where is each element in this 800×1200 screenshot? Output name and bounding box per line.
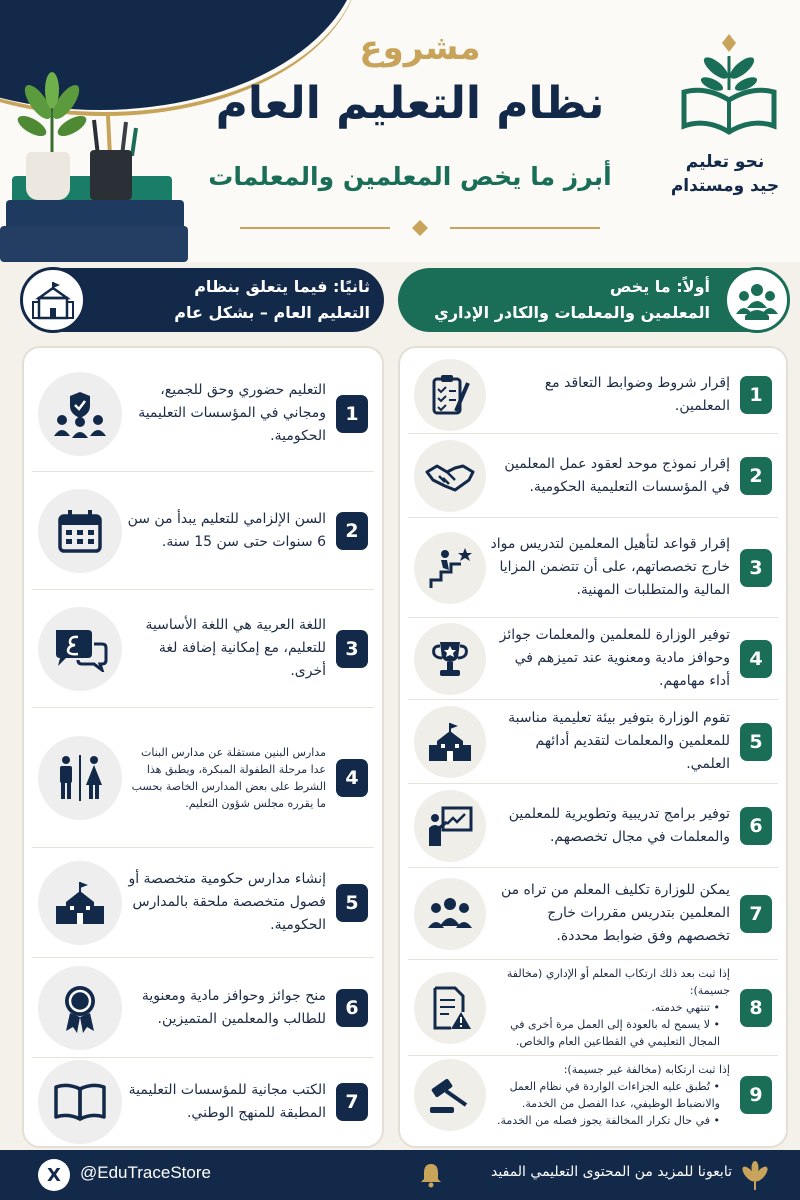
calendar-icon [38, 489, 122, 573]
list-item [32, 590, 374, 708]
logo-slogan-line1: نحو تعليم [685, 152, 765, 172]
list-item [408, 868, 778, 960]
bullet: • تُطبق عليه الجزاءات الواردة في نظام العمل والانضباط الوظيفي، عدا الفصل من الخدمة. [490, 1078, 720, 1112]
item-text: الكتب مجانية للمؤسسات التعليمية المطبقة للمنهج الوطني. [128, 1082, 326, 1121]
item-number: 1 [336, 395, 368, 433]
teachers-section [398, 262, 788, 1148]
bullet: • لا يسمح له بالعودة إلى العمل مرة أخرى في المجال التعليمي في القطاعين العام والخاص. [490, 1016, 720, 1050]
teachers-heading-line2: المعلمين والمعلمات والكادر الإداري [434, 303, 710, 322]
list-item [32, 1058, 374, 1146]
school-icon [414, 706, 486, 778]
list-item [32, 848, 374, 958]
list-item [32, 708, 374, 848]
handshake-icon [414, 440, 486, 512]
teachers-items-list [408, 356, 778, 1134]
checklist-icon [414, 359, 486, 431]
item-number: 4 [740, 640, 772, 678]
gavel-icon [414, 1059, 486, 1131]
list-item [408, 1056, 778, 1134]
item-text [486, 1061, 734, 1129]
list-item [32, 958, 374, 1058]
page-subtitle: أبرز ما يخص المعلمين والمعلمات [208, 162, 612, 191]
teachers-items-panel [398, 346, 788, 1148]
item-text: إقرار شروط وضوابط التعاقد مع المعلمين. [544, 374, 730, 414]
list-item [408, 784, 778, 868]
item-text: اللغة العربية هي اللغة الأساسية للتعليم، مع إمكانية إضافة لغة أخرى. [145, 617, 326, 679]
plant-pot [26, 152, 70, 200]
item-bullets [490, 999, 730, 1050]
item-text [486, 965, 734, 1050]
item-number: 1 [740, 376, 772, 414]
page-title: نظام التعليم العام [215, 78, 605, 129]
bullet: • تنتهي خدمته. [490, 999, 720, 1016]
item-number: 2 [740, 457, 772, 495]
item-text: تقوم الوزارة بتوفير بيئة تعليمية مناسبة للمعلمين والمعلمات لتقديم أدائهم العلمي. [508, 710, 730, 772]
teachers-group-icon [724, 267, 790, 333]
team-icon [414, 878, 486, 950]
list-item [408, 434, 778, 518]
list-item [408, 618, 778, 700]
document-warning-icon [414, 972, 486, 1044]
bell-icon [418, 1162, 444, 1188]
item-number: 5 [336, 884, 368, 922]
item-intro: إذا ثبت بعد ذلك ارتكاب المعلم أو الإداري (مخالفة جسيمة): [506, 967, 730, 997]
x-logo-icon[interactable]: X [38, 1159, 70, 1191]
school-icon [38, 861, 122, 945]
divider-ornament [240, 218, 600, 238]
pen-cup [90, 150, 132, 200]
item-number: 7 [336, 1083, 368, 1121]
item-number: 4 [336, 759, 368, 797]
item-number: 5 [740, 723, 772, 761]
item-number: 8 [740, 989, 772, 1027]
item-text: مدارس البنين مستقلة عن مدارس البنات عدا مرحلة الطفولة المبكرة، ويطبق هذا الشرط على بعض المدارس الخاصة بحسب ما يقرره مجلس شؤون التعليم. [131, 745, 326, 810]
item-number: 7 [740, 895, 772, 933]
item-text: إقرار قواعد لتأهيل المعلمين لتدريس مواد خارج تخصصاتهم، على أن تتضمن المزايا المالية والمتطلبات المهنية. [490, 536, 730, 598]
list-item [32, 472, 374, 590]
item-text: يمكن للوزارة تكليف المعلم من تراه من المعلمين بتدريس مقررات خارج تخصصهم وفق ضوابط محددة. [500, 882, 730, 944]
general-heading-line1: ثانيًا: فيما يتعلق بنظام [194, 277, 370, 296]
social-handle-link[interactable]: @EduTraceStore [80, 1163, 211, 1182]
award-ribbon-icon [38, 966, 122, 1050]
item-number: 3 [336, 630, 368, 668]
item-number: 2 [336, 512, 368, 550]
speech-bubbles-icon [38, 607, 122, 691]
list-item [408, 700, 778, 784]
follow-text: تابعونا للمزيد من المحتوى التعليمي المفيد [491, 1164, 732, 1180]
logo-slogan [650, 150, 800, 198]
teachers-heading-line1: أولاً: ما يخص [609, 277, 710, 296]
stairs-star-icon [414, 532, 486, 604]
general-items-panel [22, 346, 384, 1148]
header [0, 0, 800, 262]
item-text: توفير برامج تدريبية وتطويرية للمعلمين والمعلمات في مجال تخصصهم. [508, 805, 730, 845]
item-text: إقرار نموذج موحد لعقود عمل المعلمين في المؤسسات التعليمية الحكومية. [504, 455, 730, 495]
general-heading-line2: التعليم العام – بشكل عام [174, 303, 370, 322]
plant-icon [12, 72, 92, 156]
book-leaf-logo-icon [674, 30, 784, 140]
presentation-icon [414, 790, 486, 862]
list-item [408, 960, 778, 1056]
pre-title: مشروع [359, 28, 481, 68]
item-text: توفير الوزارة للمعلمين والمعلمات جوائز وحوافز مادية ومعنوية عند تميزهم في أداء مهامهم. [499, 627, 730, 689]
bullet: • في حال تكرار المخالفة يجوز فصله من الخدمة. [490, 1112, 720, 1129]
leaf-icon [740, 1160, 770, 1190]
item-number: 6 [740, 807, 772, 845]
item-number: 6 [336, 989, 368, 1027]
list-item [408, 356, 778, 434]
shield-people-icon [38, 372, 122, 456]
male-female-icon [38, 736, 122, 820]
general-section [22, 262, 384, 1148]
list-item [408, 518, 778, 618]
item-bullets [490, 1078, 730, 1129]
footer [0, 1150, 800, 1200]
item-text: منح جوائز وحوافز مادية ومعنوية للطالب والمعلمين المتميزين. [141, 987, 326, 1027]
trophy-icon [414, 623, 486, 695]
school-building-icon [20, 267, 86, 333]
list-item [32, 356, 374, 472]
item-intro: إذا ثبت ارتكابه (مخالفة غير جسيمة): [563, 1063, 730, 1076]
item-text: السن الإلزامي للتعليم يبدأ من سن 6 سنوات حتى سن 15 سنة. [127, 510, 326, 550]
open-book-icon [38, 1060, 122, 1144]
general-items-list [32, 356, 374, 1146]
logo-slogan-line2: جيد ومستدام [670, 176, 780, 196]
teachers-section-header [398, 268, 788, 332]
item-number: 3 [740, 549, 772, 587]
item-text: إنشاء مدارس حكومية متخصصة أو فصول متخصصة ملحقة بالمدارس الحكومية. [128, 871, 326, 933]
teachers-section-title [398, 274, 724, 326]
general-section-title [86, 274, 384, 326]
item-number: 9 [740, 1076, 772, 1114]
general-section-header [22, 268, 384, 332]
item-text: التعليم حضوري وحق للجميع، ومجاني في المؤسسات التعليمية الحكومية. [138, 382, 326, 444]
